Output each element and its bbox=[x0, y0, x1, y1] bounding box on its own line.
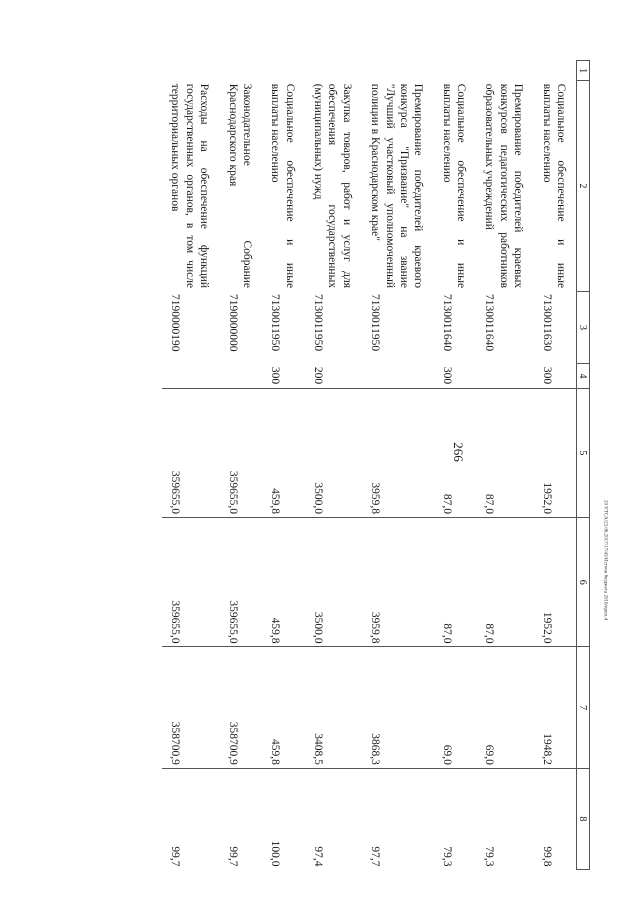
col-header: 2 bbox=[577, 81, 590, 291]
row-number bbox=[162, 61, 219, 81]
row-percent: 79,3 bbox=[433, 768, 476, 869]
row-number bbox=[219, 61, 262, 81]
row-type: 300 bbox=[440, 366, 453, 385]
row-name: Премирование победителей краевых конкурсов педагогических работников образовательных учреждений bbox=[483, 83, 525, 289]
row-plan: 87,0 bbox=[433, 388, 476, 517]
row-code: 7130011950 bbox=[312, 294, 325, 352]
row-number bbox=[305, 61, 362, 81]
row-percent: 99,7 bbox=[219, 768, 262, 869]
row-executed: 459,8 bbox=[262, 647, 305, 768]
row-code: 7130011950 bbox=[369, 294, 382, 352]
row-name: Закупка товаров, работ и услуг для обеспечения государственных (муниципальных) нужд bbox=[312, 83, 353, 289]
row-executed: 1948,2 bbox=[533, 647, 576, 768]
row-percent: 97,7 bbox=[362, 768, 434, 869]
row-approved: 87,0 bbox=[476, 518, 533, 647]
col-header: 3 bbox=[577, 291, 590, 364]
row-plan: 1952,0 bbox=[533, 388, 576, 517]
row-number bbox=[476, 61, 533, 81]
row-number bbox=[533, 61, 576, 81]
row-type bbox=[162, 364, 219, 388]
col-header: 6 bbox=[577, 518, 590, 647]
row-name: Социальное обеспечение и иные выплаты населению bbox=[269, 83, 296, 289]
row-approved: 459,8 bbox=[262, 518, 305, 647]
page-number: 266 bbox=[451, 442, 466, 462]
row-approved: 1952,0 bbox=[533, 518, 576, 647]
row-approved: 87,0 bbox=[433, 518, 476, 647]
row-name: Законодательное Собрание Краснодарского края bbox=[226, 83, 253, 289]
table-row bbox=[476, 61, 533, 870]
row-approved: 359655,0 bbox=[219, 518, 262, 647]
row-number bbox=[262, 61, 305, 81]
col-header: 5 bbox=[577, 388, 590, 517]
row-approved: 3959,8 bbox=[362, 518, 434, 647]
row-code: 7190000190 bbox=[169, 294, 182, 352]
header-row bbox=[577, 61, 590, 870]
row-plan: 3500,0 bbox=[305, 388, 362, 517]
table-row bbox=[362, 61, 434, 870]
table-row bbox=[305, 61, 362, 870]
row-code: 7130011640 bbox=[483, 294, 496, 352]
row-plan: 87,0 bbox=[476, 388, 533, 517]
row-executed: 69,0 bbox=[476, 647, 533, 768]
row-type bbox=[362, 364, 434, 388]
row-name: Расходы на обеспечение функций государственных органов, в том числе территориальных органов bbox=[169, 83, 211, 289]
col-header: 1 bbox=[577, 61, 590, 81]
row-code: 7130011640 bbox=[440, 294, 453, 352]
table-row bbox=[533, 61, 576, 870]
table-row bbox=[162, 61, 219, 870]
row-plan: 3959,8 bbox=[362, 388, 434, 517]
row-percent: 97,4 bbox=[305, 768, 362, 869]
budget-table bbox=[162, 60, 590, 870]
row-code: 7130011950 bbox=[269, 294, 282, 352]
col-header: 7 bbox=[577, 647, 590, 768]
row-plan: 459,8 bbox=[262, 388, 305, 517]
row-type: 300 bbox=[269, 366, 282, 385]
col-header: 8 bbox=[577, 768, 590, 869]
row-percent: 79,3 bbox=[476, 768, 533, 869]
row-percent: 100,0 bbox=[262, 768, 305, 869]
row-executed: 3408,5 bbox=[305, 647, 362, 768]
row-executed: 358700,9 bbox=[162, 647, 219, 768]
row-percent: 99,8 bbox=[533, 768, 576, 869]
row-name: Премирование победителей краевого конкурса "Призвание" на звание "Лучший участковый уполномоченный полиции в Краснодарском крае" bbox=[369, 83, 425, 289]
row-approved: 359655,0 bbox=[162, 518, 219, 647]
row-plan: 359655,0 bbox=[219, 388, 262, 517]
row-type: 200 bbox=[312, 366, 325, 385]
table-row bbox=[262, 61, 305, 870]
row-type: 300 bbox=[540, 366, 553, 385]
row-type bbox=[476, 364, 533, 388]
col-header: 4 bbox=[577, 364, 590, 388]
footer-code: 20 VTCA/23.06.2017/17/43/Источн бюджета 2016/прил.4 bbox=[602, 500, 608, 620]
row-code: 7190000000 bbox=[226, 294, 239, 352]
row-code: 7130011630 bbox=[540, 294, 553, 352]
row-name: Социальное обеспечение и иные выплаты населению bbox=[540, 83, 567, 289]
table-row bbox=[219, 61, 262, 870]
row-executed: 3868,3 bbox=[362, 647, 434, 768]
row-approved: 3500,0 bbox=[305, 518, 362, 647]
row-number bbox=[433, 61, 476, 81]
rotated-page bbox=[110, 60, 590, 870]
table-row bbox=[433, 61, 476, 870]
row-executed: 69,0 bbox=[433, 647, 476, 768]
row-percent: 99,7 bbox=[162, 768, 219, 869]
row-type bbox=[219, 364, 262, 388]
row-number bbox=[362, 61, 434, 81]
row-executed: 358700,9 bbox=[219, 647, 262, 768]
row-name: Социальное обеспечение и иные выплаты населению bbox=[440, 83, 468, 289]
row-plan: 359655,0 bbox=[162, 388, 219, 517]
